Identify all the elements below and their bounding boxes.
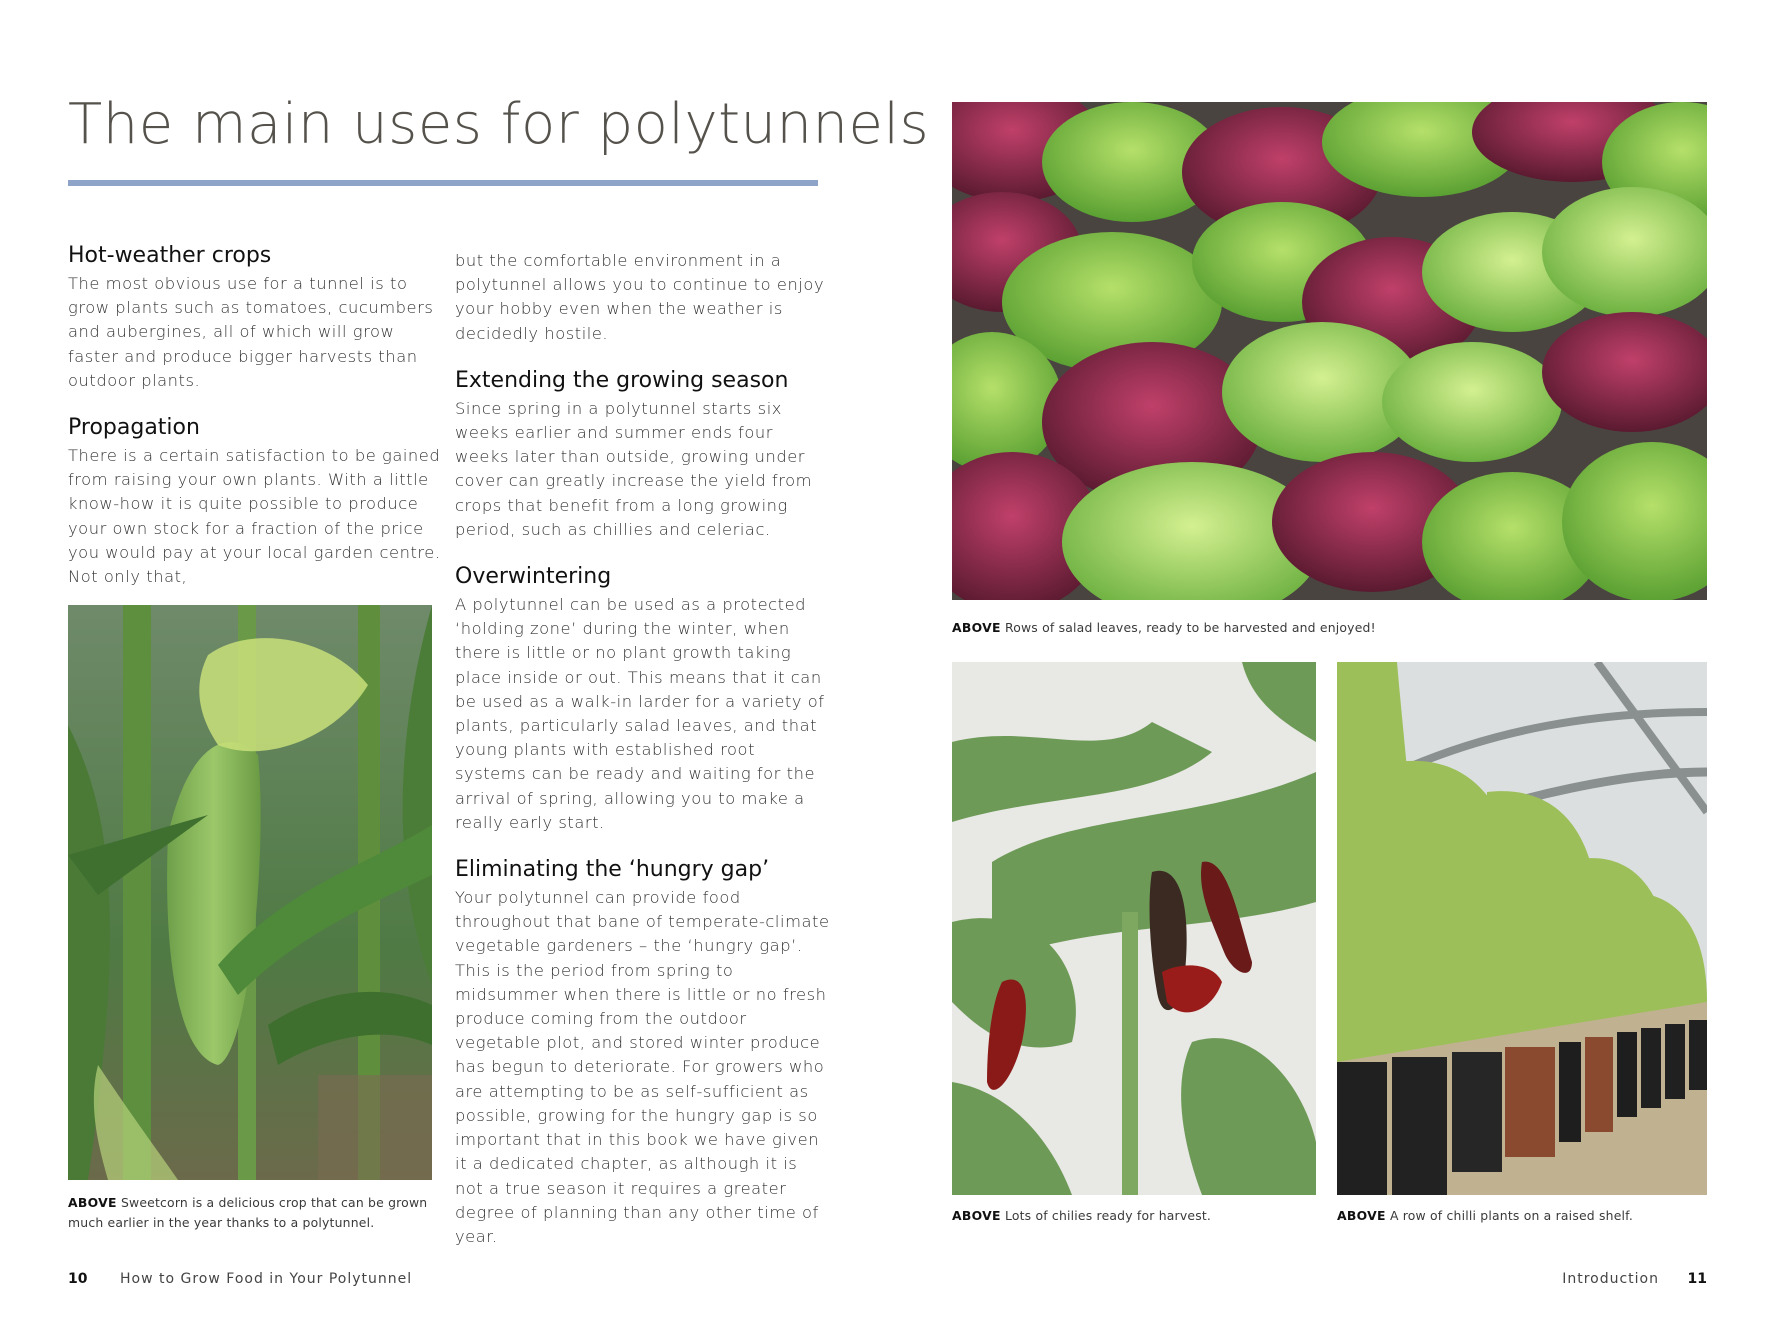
section-heading: Extending the growing season — [455, 367, 789, 393]
section-body: The most obvious use for a tunnel is to grow plants such as tomatoes, cucumbers and aubergines, all of which will grow faster and produce bigger harvests than outdoor plants. — [68, 274, 434, 390]
chillies-photo — [952, 662, 1316, 1195]
left-text-column — [68, 243, 443, 589]
caption-text: A row of chilli plants on a raised shelf. — [1389, 1208, 1633, 1223]
sweetcorn-photo — [68, 605, 432, 1180]
caption-label: ABOVE — [1337, 1208, 1386, 1223]
section-body: Your polytunnel can provide food throughout that bane of temperate-climate vegetable gardeners – the ‘hungry gap’. This is the period from spring to midsummer when there is little or no fresh produce coming from the outdoor vegetable plot, and stored winter produce has begun to deteriorate. For growers who are attempting to be as self-sufficient as possible, growing for the hungry gap is so important that in this book we have given it a dedicated chapter, as although it is not a true season it requires a greater degree of planning than any other time of year. — [455, 888, 830, 1246]
salad-photo — [952, 102, 1707, 600]
page-title: The main uses for polytunnels — [68, 92, 930, 157]
chilli-shelf-image — [1337, 662, 1707, 1195]
section-heading: Hot-weather crops — [68, 243, 272, 268]
right-text-column — [455, 249, 830, 1249]
section-hot-weather-crops — [68, 243, 443, 393]
chillies-caption — [952, 1206, 1316, 1226]
section-propagation — [68, 415, 443, 589]
sweetcorn-caption — [68, 1193, 438, 1233]
section-heading: Overwintering — [455, 564, 612, 590]
right-running-head: Introduction — [1562, 1271, 1659, 1287]
caption-label: ABOVE — [952, 1208, 1001, 1223]
right-page-number: 11 — [1687, 1271, 1707, 1287]
section-overwintering — [455, 564, 830, 835]
caption-text: Rows of salad leaves, ready to be harvested and enjoyed! — [1004, 620, 1376, 635]
caption-label: ABOVE — [952, 620, 1001, 635]
left-running-head: How to Grow Food in Your Polytunnel — [120, 1271, 413, 1287]
section-heading: Propagation — [68, 415, 200, 441]
section-body: There is a certain satisfaction to be gained from raising your own plants. With a little know-how it is quite possible to produce your own stock for a fraction of the price you would pay at your local garden centre. Not only that, — [68, 446, 441, 587]
title-rule — [68, 180, 818, 186]
salad-leaves-image — [952, 102, 1707, 600]
continuation-text: but the comfortable environment in a polytunnel allows you to continue to enjoy your hobby even when the weather is decidedly hostile. — [455, 251, 825, 343]
section-hungry-gap — [455, 857, 830, 1249]
chillies-image — [952, 662, 1316, 1195]
caption-text: Lots of chilies ready for harvest. — [1004, 1208, 1212, 1223]
left-page-number: 10 — [68, 1271, 88, 1287]
salad-caption — [952, 618, 1707, 638]
section-body: Since spring in a polytunnel starts six weeks earlier and summer ends four weeks later than outside, growing under cover can greatly increase the yield from crops that benefit from a long growing period, such as chillies and celeriac. — [455, 398, 813, 539]
chilli-shelf-photo — [1337, 662, 1707, 1195]
sweetcorn-image — [68, 605, 432, 1180]
chilli-shelf-caption — [1337, 1206, 1707, 1226]
section-body: A polytunnel can be used as a protected ‘holding zone’ during the winter, when there is little or no plant growth taking place inside or out. This means that it can be used as a walk-in larder for a variety of plants, particularly salad leaves, and that young plants with established root systems can be ready and waiting for the arrival of spring, allowing you to make a really early start. — [455, 595, 825, 832]
section-heading: Eliminating the ‘hungry gap’ — [455, 857, 770, 883]
section-extending-season — [455, 368, 830, 542]
caption-label: ABOVE — [68, 1195, 117, 1210]
caption-text: Sweetcorn is a delicious crop that can be grown much earlier in the year thanks to a polytunnel. — [68, 1195, 428, 1230]
